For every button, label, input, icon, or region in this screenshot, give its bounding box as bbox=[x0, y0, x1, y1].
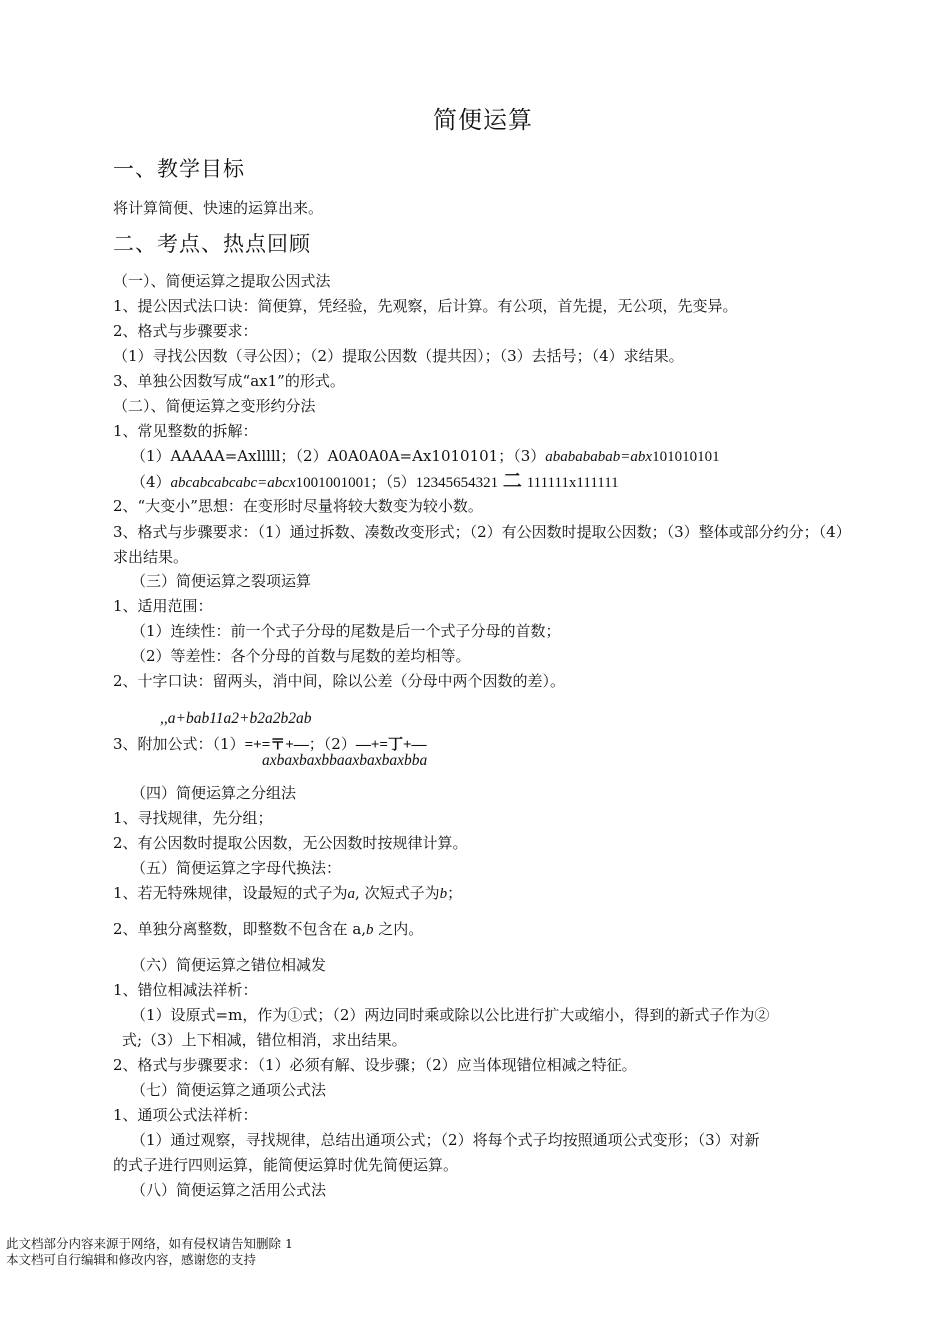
section-heading-key-points: 二、考点、热点回顾 bbox=[113, 232, 311, 256]
paragraph: （1）通过观察，寻找规律，总结出通项公式；（2）将每个式子均按照通项公式变形；（3）对新 bbox=[131, 1131, 760, 1149]
subheading: （三）简便运算之裂项运算 bbox=[131, 572, 312, 590]
paragraph: 1、提公因式法口诀：简便算，凭经验，先观察，后计算。有公项，首先提，无公项，先变异。 bbox=[113, 297, 738, 315]
paragraph: 的式子进行四则运算，能简便运算时优先简便运算。 bbox=[113, 1156, 459, 1174]
formula-text: ；（2） bbox=[308, 735, 356, 753]
formula-denominators: axbaxbaxbbaaxbaxbaxbba bbox=[262, 752, 428, 769]
subheading: （八）简便运算之活用公式法 bbox=[131, 1181, 327, 1199]
paragraph: （1）设原式=m，作为①式；（2）两边同时乘或除以公比进行扩大或缩小，得到的新式子作为② bbox=[131, 1006, 770, 1024]
formula-symbol: —+=丁+— bbox=[355, 737, 427, 753]
paragraph: 2、“大变小”思想：在变形时尽量将较大数变为较小数。 bbox=[113, 497, 483, 515]
text: 2、单独分离整数，即整数不包含在 a, bbox=[113, 920, 367, 938]
subheading: （五）简便运算之字母代换法： bbox=[131, 859, 342, 877]
formula-line bbox=[131, 470, 619, 494]
paragraph: 1、适用范围： bbox=[113, 597, 213, 615]
variable-a: a bbox=[347, 886, 356, 902]
formula-text: （4） bbox=[131, 473, 171, 491]
footer-note: 此文档部分内容来源于网络，如有侵权请告知删除 1 bbox=[6, 1236, 293, 1251]
paragraph: 2、格式与步骤要求：（1）必须有解、设步骤；（2）应当体现错位相减之特征。 bbox=[113, 1056, 637, 1074]
paragraph bbox=[113, 882, 462, 905]
text: ； bbox=[447, 884, 463, 902]
paragraph: （2）等差性：各个分母的首数与尾数的差均相等。 bbox=[131, 647, 471, 665]
paragraph: 3、单独公因数写成“ax1”的形式。 bbox=[113, 372, 345, 390]
formula-text: 111111x111111 bbox=[526, 475, 619, 491]
paragraph bbox=[113, 918, 423, 941]
subheading: （七）简便运算之通项公式法 bbox=[131, 1081, 327, 1099]
section-heading-teaching-goals: 一、教学目标 bbox=[113, 157, 245, 181]
paragraph: 1、通项公式法祥析： bbox=[113, 1106, 258, 1124]
paragraph: 1、错位相减法祥析： bbox=[113, 981, 258, 999]
formula-text: 101010101 bbox=[652, 449, 720, 465]
paragraph: 2、有公因数时提取公因数，无公因数时按规律计算。 bbox=[113, 834, 468, 852]
subheading: （六）简便运算之错位相减发 bbox=[131, 956, 327, 974]
formula-line bbox=[131, 445, 720, 468]
formula-numerators: ,,a+bab11a2+b2a2b2ab bbox=[160, 710, 312, 727]
subheading: （一）、简便运算之提取公因式法 bbox=[113, 272, 331, 290]
page-title: 简便运算 bbox=[433, 106, 533, 134]
paragraph: 3、格式与步骤要求：（1）通过拆数、凑数改变形式；（2）有公因数时提取公因数；（3）整体或部分约分；（4）求出结果。 bbox=[113, 523, 844, 566]
text: 之内。 bbox=[373, 920, 424, 938]
text: 1、若无特殊规律，设最短的式子为 bbox=[113, 884, 348, 902]
paragraph: 将计算简便、快速的运算出来。 bbox=[113, 199, 324, 217]
formula-symbol: =+=〒+— bbox=[244, 737, 309, 753]
paragraph: 2、格式与步骤要求： bbox=[113, 322, 258, 340]
subheading: （二）、简便运算之变形约分法 bbox=[113, 397, 316, 415]
paragraph: 式;（3）上下相减，错位相消，求出结果。 bbox=[122, 1031, 407, 1049]
paragraph: （1）连续性：前一个式子分母的尾数是后一个式子分母的首数； bbox=[131, 622, 561, 640]
footer-note: 本文档可自行编辑和修改内容，感谢您的支持 bbox=[6, 1252, 257, 1267]
text: , 次短式子为 bbox=[355, 884, 440, 902]
paragraph: 1、常见整数的拆解： bbox=[113, 422, 258, 440]
variable-b: b bbox=[366, 922, 374, 938]
subheading: （四）简便运算之分组法 bbox=[131, 784, 297, 802]
formula-symbol: 二 bbox=[502, 470, 522, 492]
formula-text: （1）AAAAA=Axlllll；（2）A0A0A0A=Ax1010101；（3） bbox=[131, 447, 546, 465]
paragraph: 2、十字口诀：留两头，消中间，除以公差（分母中两个因数的差）。 bbox=[113, 672, 566, 690]
formula-italic: ababababab=abx bbox=[545, 449, 653, 465]
formula-text: 1001001001；（5）12345654321 bbox=[295, 475, 499, 491]
formula-text: 3、附加公式：（1） bbox=[113, 735, 245, 753]
variable-b: b bbox=[439, 886, 448, 902]
paragraph: 1、寻找规律，先分组； bbox=[113, 809, 273, 827]
formula-italic: abcabcabcabc=abcx bbox=[170, 475, 296, 491]
paragraph: （1）寻找公因数（寻公因）；（2）提取公因数（提共因）；（3）去括号；（4）求结果。 bbox=[113, 347, 684, 365]
